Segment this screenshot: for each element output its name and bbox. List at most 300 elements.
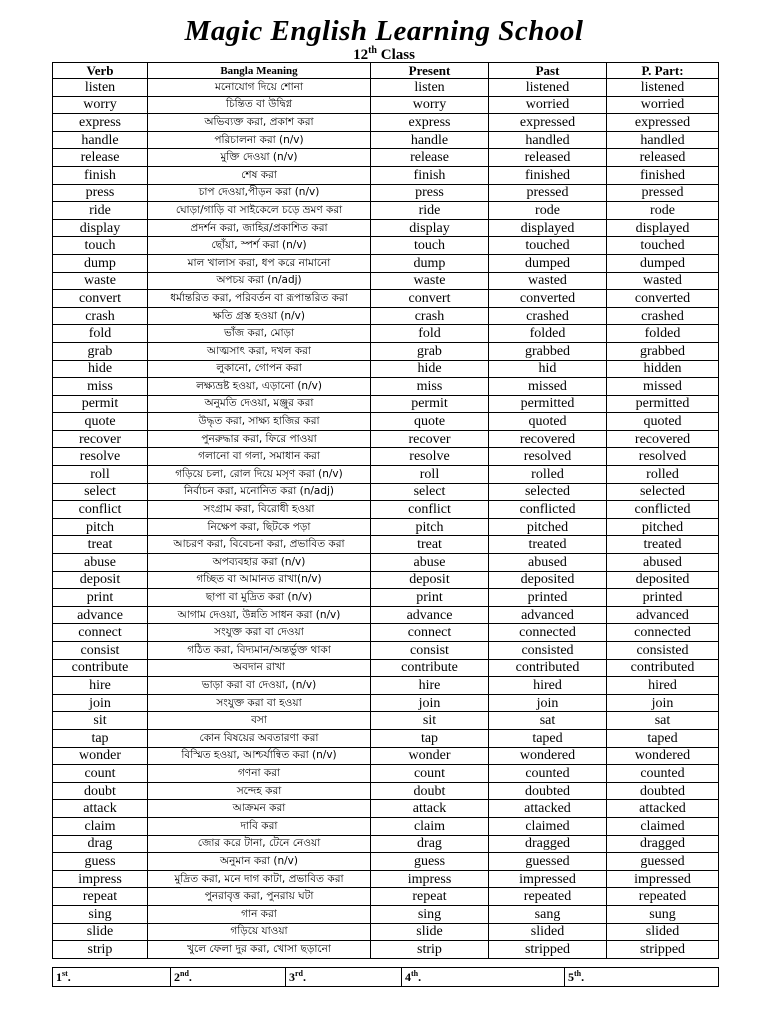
verb-cell: permit (53, 395, 148, 413)
past-cell: taped (489, 729, 607, 747)
past-participle-cell: finished (607, 166, 719, 184)
present-cell: count (371, 765, 489, 783)
past-cell: worried (489, 96, 607, 114)
present-cell: consist (371, 642, 489, 660)
table-row (53, 114, 719, 132)
present-cell: worry (371, 96, 489, 114)
past-participle-cell: join (607, 694, 719, 712)
present-cell: ride (371, 202, 489, 220)
bangla-meaning-cell: অভিব্যক্ত করা, প্রকাশ করা (148, 114, 371, 132)
present-cell: conflict (371, 501, 489, 519)
table-row (53, 765, 719, 783)
verb-cell: connect (53, 624, 148, 642)
bangla-meaning-cell: পুনরাবৃত্ত করা, পুনরায় ঘটা (148, 888, 371, 906)
present-cell: grab (371, 342, 489, 360)
past-participle-cell: recovered (607, 430, 719, 448)
verb-cell: count (53, 765, 148, 783)
present-cell: miss (371, 378, 489, 396)
past-cell: attacked (489, 800, 607, 818)
past-participle-cell: rode (607, 202, 719, 220)
header-present: Present (371, 63, 489, 79)
verb-cell: deposit (53, 571, 148, 589)
table-row (53, 325, 719, 343)
header-past-participle: P. Part: (607, 63, 719, 79)
present-cell: sit (371, 712, 489, 730)
past-cell: slided (489, 923, 607, 941)
present-cell: sing (371, 905, 489, 923)
past-participle-cell: pressed (607, 184, 719, 202)
verb-cell: fold (53, 325, 148, 343)
verb-cell: join (53, 694, 148, 712)
past-cell: advanced (489, 606, 607, 624)
bangla-meaning-cell: অপব্যবহার করা (n/v) (148, 554, 371, 572)
table-row (53, 518, 719, 536)
past-cell: wondered (489, 747, 607, 765)
footer-table (52, 967, 719, 987)
past-participle-cell: displayed (607, 219, 719, 237)
verb-cell: slide (53, 923, 148, 941)
past-participle-cell: attacked (607, 800, 719, 818)
table-row (53, 219, 719, 237)
past-cell: dumped (489, 254, 607, 272)
table-row (53, 677, 719, 695)
verb-cell: handle (53, 131, 148, 149)
bangla-meaning-cell: গচ্ছিত বা আমানত রাখা(n/v) (148, 571, 371, 589)
past-participle-cell: connected (607, 624, 719, 642)
past-participle-cell: slided (607, 923, 719, 941)
past-participle-cell: sat (607, 712, 719, 730)
past-cell: quoted (489, 413, 607, 431)
table-row (53, 342, 719, 360)
table-row (53, 430, 719, 448)
past-participle-cell: handled (607, 131, 719, 149)
table-row (53, 237, 719, 255)
past-cell: finished (489, 166, 607, 184)
verb-cell: sing (53, 905, 148, 923)
past-cell: folded (489, 325, 607, 343)
bangla-meaning-cell: ক্ষতি গ্রস্ত হওয়া (n/v) (148, 307, 371, 325)
verb-cell: finish (53, 166, 148, 184)
table-row (53, 571, 719, 589)
bangla-meaning-cell: মাল খালাস করা, ধপ করে নামানো (148, 254, 371, 272)
past-cell: doubted (489, 782, 607, 800)
present-cell: crash (371, 307, 489, 325)
class-label: Class (376, 47, 415, 63)
past-participle-cell: worried (607, 96, 719, 114)
verb-cell: worry (53, 96, 148, 114)
table-row (53, 747, 719, 765)
bangla-meaning-cell: আত্মসাৎ করা, দখল করা (148, 342, 371, 360)
bangla-meaning-cell: সংযুক্ত করা বা হওয়া (148, 694, 371, 712)
footer-cell-2: 2nd. (171, 968, 286, 987)
bangla-meaning-cell: ঘোড়া/গাড়ি বা সাইকেলে চড়ে ভ্রমণ করা (148, 202, 371, 220)
table-row (53, 202, 719, 220)
bangla-meaning-cell: ছোঁয়া, স্পর্শ করা (n/v) (148, 237, 371, 255)
header-bangla-meaning: Bangla Meaning (148, 63, 371, 79)
present-cell: permit (371, 395, 489, 413)
table-row (53, 254, 719, 272)
bangla-meaning-cell: সংযুক্ত করা বা দেওয়া (148, 624, 371, 642)
page-title: Magic English Learning School (184, 15, 584, 47)
verb-cell: roll (53, 466, 148, 484)
table-row (53, 166, 719, 184)
bangla-meaning-cell: সন্দেহ করা (148, 782, 371, 800)
table-row (53, 378, 719, 396)
bangla-meaning-cell: কোন বিষয়ের অবতারণা করা (148, 729, 371, 747)
bangla-meaning-cell: মনোযোগ দিয়ে শোনা (148, 79, 371, 97)
bangla-meaning-cell: ভাড়া করা বা দেওয়া, (n/v) (148, 677, 371, 695)
table-row (53, 501, 719, 519)
verb-cell: drag (53, 835, 148, 853)
verb-cell: guess (53, 853, 148, 871)
past-cell: crashed (489, 307, 607, 325)
past-cell: hid (489, 360, 607, 378)
present-cell: hide (371, 360, 489, 378)
past-participle-cell: deposited (607, 571, 719, 589)
past-cell: missed (489, 378, 607, 396)
past-cell: stripped (489, 941, 607, 959)
present-cell: join (371, 694, 489, 712)
verb-cell: hide (53, 360, 148, 378)
verb-cell: hire (53, 677, 148, 695)
footer-cell-5: 5th. (565, 968, 719, 987)
present-cell: resolve (371, 448, 489, 466)
past-participle-cell: quoted (607, 413, 719, 431)
past-participle-cell: crashed (607, 307, 719, 325)
footer-row (53, 968, 719, 987)
present-cell: release (371, 149, 489, 167)
table-row (53, 360, 719, 378)
past-participle-cell: expressed (607, 114, 719, 132)
verb-cell: doubt (53, 782, 148, 800)
present-cell: waste (371, 272, 489, 290)
past-cell: join (489, 694, 607, 712)
past-participle-cell: grabbed (607, 342, 719, 360)
table-row (53, 448, 719, 466)
present-cell: finish (371, 166, 489, 184)
table-row (53, 800, 719, 818)
past-participle-cell: converted (607, 290, 719, 308)
present-cell: repeat (371, 888, 489, 906)
past-participle-cell: claimed (607, 817, 719, 835)
bangla-meaning-cell: শেষ করা (148, 166, 371, 184)
bangla-meaning-cell: বিস্মিত হওয়া, আশ্চর্যান্বিত করা (n/v) (148, 747, 371, 765)
past-participle-cell: counted (607, 765, 719, 783)
bangla-meaning-cell: গান করা (148, 905, 371, 923)
verb-cell: display (53, 219, 148, 237)
table-row (53, 290, 719, 308)
bangla-meaning-cell: গলানো বা গলা, সমাধান করা (148, 448, 371, 466)
verb-cell: dump (53, 254, 148, 272)
table-row (53, 589, 719, 607)
past-cell: hired (489, 677, 607, 695)
bangla-meaning-cell: ধর্মান্তরিত করা, পরিবর্তন বা রূপান্তরিত করা (148, 290, 371, 308)
present-cell: guess (371, 853, 489, 871)
past-cell: pitched (489, 518, 607, 536)
past-cell: contributed (489, 659, 607, 677)
past-participle-cell: hired (607, 677, 719, 695)
bangla-meaning-cell: লুকানো, গোপন করা (148, 360, 371, 378)
verb-cell: press (53, 184, 148, 202)
verb-cell: crash (53, 307, 148, 325)
past-participle-cell: resolved (607, 448, 719, 466)
verb-cell: quote (53, 413, 148, 431)
past-cell: touched (489, 237, 607, 255)
table-row (53, 835, 719, 853)
past-cell: sat (489, 712, 607, 730)
past-cell: impressed (489, 870, 607, 888)
verb-rows (53, 79, 719, 959)
past-participle-cell: taped (607, 729, 719, 747)
bangla-meaning-cell: চাপ দেওয়া,পীড়ন করা (n/v) (148, 184, 371, 202)
past-participle-cell: stripped (607, 941, 719, 959)
past-participle-cell: doubted (607, 782, 719, 800)
past-participle-cell: wasted (607, 272, 719, 290)
present-cell: dump (371, 254, 489, 272)
past-participle-cell: dumped (607, 254, 719, 272)
table-row (53, 131, 719, 149)
present-cell: advance (371, 606, 489, 624)
present-cell: touch (371, 237, 489, 255)
verb-cell: listen (53, 79, 148, 97)
verb-cell: conflict (53, 501, 148, 519)
past-cell: permitted (489, 395, 607, 413)
table-row (53, 96, 719, 114)
verb-cell: treat (53, 536, 148, 554)
table-row (53, 536, 719, 554)
past-cell: released (489, 149, 607, 167)
table-row (53, 870, 719, 888)
present-cell: select (371, 483, 489, 501)
table-row (53, 79, 719, 97)
past-participle-cell: abused (607, 554, 719, 572)
bangla-meaning-cell: সংগ্রাম করা, বিরোধী হওয়া (148, 501, 371, 519)
bangla-meaning-cell: ছাপা বা মুদ্রিত করা (n/v) (148, 589, 371, 607)
present-cell: treat (371, 536, 489, 554)
bangla-meaning-cell: অনুমান করা (n/v) (148, 853, 371, 871)
verb-cell: consist (53, 642, 148, 660)
present-cell: convert (371, 290, 489, 308)
bangla-meaning-cell: পুনরুদ্ধার করা, ফিরে পাওয়া (148, 430, 371, 448)
verb-cell: express (53, 114, 148, 132)
past-participle-cell: repeated (607, 888, 719, 906)
past-participle-cell: guessed (607, 853, 719, 871)
bangla-meaning-cell: দাবি করা (148, 817, 371, 835)
past-participle-cell: missed (607, 378, 719, 396)
present-cell: pitch (371, 518, 489, 536)
verb-cell: ride (53, 202, 148, 220)
bangla-meaning-cell: প্রদর্শন করা, জাহির/প্রকাশিত করা (148, 219, 371, 237)
table-row (53, 554, 719, 572)
bangla-meaning-cell: অপচয় করা (n/adj) (148, 272, 371, 290)
past-participle-cell: rolled (607, 466, 719, 484)
past-cell: grabbed (489, 342, 607, 360)
bangla-meaning-cell: ভাঁজ করা, মোড়া (148, 325, 371, 343)
footer-cell-4: 4th. (402, 968, 565, 987)
header-verb: Verb (53, 63, 148, 79)
bangla-meaning-cell: আচরণ করা, বিবেচনা করা, প্রভাবিত করা (148, 536, 371, 554)
verb-cell: print (53, 589, 148, 607)
bangla-meaning-cell: নিক্ষেপ করা, ছিটকে পড়া (148, 518, 371, 536)
table-row (53, 184, 719, 202)
table-row (53, 606, 719, 624)
bangla-meaning-cell: মুদ্রিত করা, মনে দাগ কাটা, প্রভাবিত করা (148, 870, 371, 888)
table-row (53, 941, 719, 959)
verb-cell: resolve (53, 448, 148, 466)
past-cell: guessed (489, 853, 607, 871)
present-cell: slide (371, 923, 489, 941)
past-participle-cell: dragged (607, 835, 719, 853)
past-cell: deposited (489, 571, 607, 589)
table-row (53, 888, 719, 906)
present-cell: claim (371, 817, 489, 835)
present-cell: quote (371, 413, 489, 431)
bangla-meaning-cell: জোর করে টানা, টেনে নেওয়া (148, 835, 371, 853)
bangla-meaning-cell: গড়িয়ে যাওয়া (148, 923, 371, 941)
present-cell: impress (371, 870, 489, 888)
past-cell: selected (489, 483, 607, 501)
verb-cell: claim (53, 817, 148, 835)
past-cell: printed (489, 589, 607, 607)
past-participle-cell: folded (607, 325, 719, 343)
bangla-meaning-cell: আক্রমন করা (148, 800, 371, 818)
past-participle-cell: pitched (607, 518, 719, 536)
bangla-meaning-cell: অনুমতি দেওয়া, মঞ্জুর করা (148, 395, 371, 413)
past-cell: treated (489, 536, 607, 554)
verb-cell: wonder (53, 747, 148, 765)
past-participle-cell: wondered (607, 747, 719, 765)
past-participle-cell: advanced (607, 606, 719, 624)
present-cell: hire (371, 677, 489, 695)
verb-cell: pitch (53, 518, 148, 536)
bangla-meaning-cell: লক্ষ্যভ্রষ্ট হওয়া, এড়ানো (n/v) (148, 378, 371, 396)
table-row (53, 694, 719, 712)
table-row (53, 624, 719, 642)
verb-cell: sit (53, 712, 148, 730)
present-cell: display (371, 219, 489, 237)
class-number-suffix: th (368, 45, 377, 56)
bangla-meaning-cell: খুলে ফেলা দুর করা, খোসা ছড়ানো (148, 941, 371, 959)
table-row (53, 395, 719, 413)
present-cell: wonder (371, 747, 489, 765)
verb-cell: attack (53, 800, 148, 818)
past-participle-cell: permitted (607, 395, 719, 413)
present-cell: contribute (371, 659, 489, 677)
verb-cell: abuse (53, 554, 148, 572)
bangla-meaning-cell: বসা (148, 712, 371, 730)
past-cell: displayed (489, 219, 607, 237)
present-cell: listen (371, 79, 489, 97)
footer-cell-3: 3rd. (286, 968, 402, 987)
past-cell: counted (489, 765, 607, 783)
verb-cell: miss (53, 378, 148, 396)
verb-table (52, 62, 719, 959)
table-row (53, 923, 719, 941)
past-cell: conflicted (489, 501, 607, 519)
table-row (53, 905, 719, 923)
header-past: Past (489, 63, 607, 79)
present-cell: fold (371, 325, 489, 343)
verb-cell: advance (53, 606, 148, 624)
past-participle-cell: selected (607, 483, 719, 501)
bangla-meaning-cell: আগাম দেওয়া, উন্নতি সাধন করা (n/v) (148, 606, 371, 624)
table-row (53, 149, 719, 167)
table-row (53, 272, 719, 290)
past-participle-cell: impressed (607, 870, 719, 888)
past-participle-cell: hidden (607, 360, 719, 378)
bangla-meaning-cell: গড়িয়ে চলা, রোল দিয়ে মসৃণ করা (n/v) (148, 466, 371, 484)
class-number: 12 (353, 47, 369, 63)
table-row (53, 483, 719, 501)
class-subtitle (0, 42, 768, 64)
present-cell: attack (371, 800, 489, 818)
past-participle-cell: contributed (607, 659, 719, 677)
verb-cell: select (53, 483, 148, 501)
bangla-meaning-cell: অবদান রাখা (148, 659, 371, 677)
table-row (53, 659, 719, 677)
verb-cell: touch (53, 237, 148, 255)
table-row (53, 642, 719, 660)
past-participle-cell: treated (607, 536, 719, 554)
past-participle-cell: listened (607, 79, 719, 97)
table-row (53, 729, 719, 747)
present-cell: tap (371, 729, 489, 747)
present-cell: abuse (371, 554, 489, 572)
past-cell: handled (489, 131, 607, 149)
present-cell: print (371, 589, 489, 607)
table-row (53, 307, 719, 325)
present-cell: express (371, 114, 489, 132)
past-cell: rolled (489, 466, 607, 484)
bangla-meaning-cell: মুক্তি দেওয়া (n/v) (148, 149, 371, 167)
past-participle-cell: conflicted (607, 501, 719, 519)
present-cell: doubt (371, 782, 489, 800)
table-row (53, 413, 719, 431)
verb-cell: recover (53, 430, 148, 448)
present-cell: press (371, 184, 489, 202)
bangla-meaning-cell: নির্বাচন করা, মনোনিত করা (n/adj) (148, 483, 371, 501)
past-cell: recovered (489, 430, 607, 448)
past-cell: dragged (489, 835, 607, 853)
header-row (53, 63, 719, 79)
present-cell: connect (371, 624, 489, 642)
verb-cell: impress (53, 870, 148, 888)
table-row (53, 853, 719, 871)
past-cell: claimed (489, 817, 607, 835)
table-row (53, 817, 719, 835)
bangla-meaning-cell: পরিচালনা করা (n/v) (148, 131, 371, 149)
past-cell: converted (489, 290, 607, 308)
past-participle-cell: consisted (607, 642, 719, 660)
table-row (53, 782, 719, 800)
past-cell: repeated (489, 888, 607, 906)
bangla-meaning-cell: গঠিত করা, বিদ্যমান/অন্তর্ভুক্ত থাকা (148, 642, 371, 660)
footer-cell-1: 1st. (53, 968, 171, 987)
past-cell: listened (489, 79, 607, 97)
past-cell: wasted (489, 272, 607, 290)
verb-cell: release (53, 149, 148, 167)
past-participle-cell: touched (607, 237, 719, 255)
verb-cell: grab (53, 342, 148, 360)
present-cell: drag (371, 835, 489, 853)
past-cell: expressed (489, 114, 607, 132)
present-cell: handle (371, 131, 489, 149)
verb-cell: convert (53, 290, 148, 308)
verb-cell: repeat (53, 888, 148, 906)
table-row (53, 712, 719, 730)
past-cell: rode (489, 202, 607, 220)
bangla-meaning-cell: উদ্ধৃত করা, সাক্ষ্য হাজির করা (148, 413, 371, 431)
